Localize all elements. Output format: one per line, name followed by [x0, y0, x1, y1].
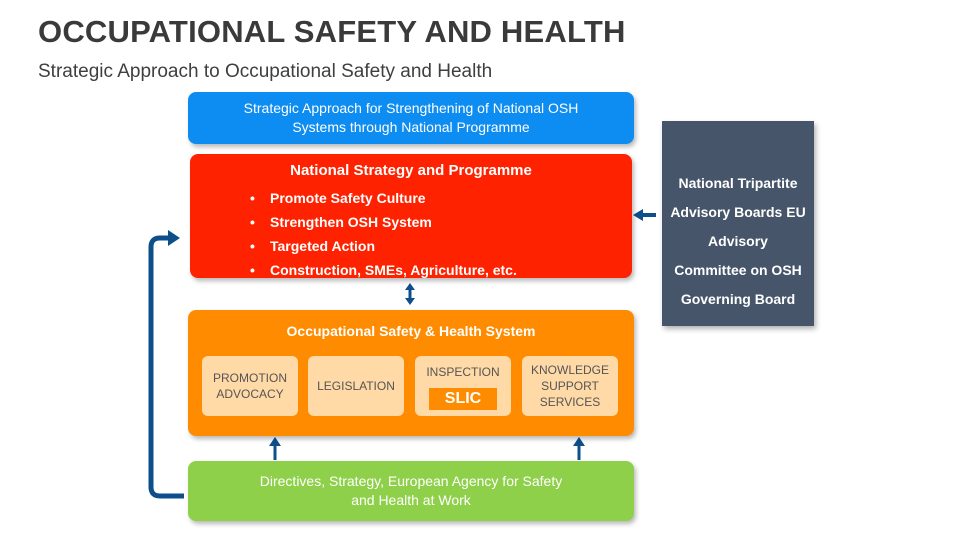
component-label: LEGISLATION [317, 379, 395, 393]
knowledge-support-box [522, 356, 618, 416]
inspection-box [415, 356, 511, 416]
list-item: • Promote Safety Culture [250, 186, 517, 210]
list-item: • Strengthen OSH System [250, 210, 517, 234]
component-label: INSPECTION [426, 365, 500, 379]
page-title: OCCUPATIONAL SAFETY AND HEALTH [38, 14, 626, 49]
advisory-line: National Tripartite [678, 175, 798, 191]
list-item: • Targeted Action [250, 234, 517, 258]
component-label: ADVOCACY [216, 387, 284, 401]
national-strategy-heading: National Strategy and Programme [290, 162, 532, 179]
component-label: PROMOTION [213, 371, 287, 385]
advisory-line: Governing Board [680, 291, 796, 307]
advisory-line: Committee on OSH [674, 262, 802, 278]
feedback-loop-arrowhead [168, 230, 180, 246]
slic-tag: SLIC [429, 388, 497, 410]
list-item: • Construction, SMEs, Agriculture, etc. [250, 258, 517, 282]
feedback-loop-arrow [151, 238, 184, 496]
promotion-advocacy-box [202, 356, 298, 416]
advisory-line: Advisory [708, 233, 768, 249]
legislation-box [308, 356, 404, 416]
osh-system-box [188, 310, 634, 436]
page-subtitle: Strategic Approach to Occupational Safety and Health [38, 61, 493, 82]
directives-text: Directives, Strategy, European Agency for Safety and Health at Work [259, 473, 563, 508]
national-strategy-box [190, 154, 632, 278]
side-to-strategy-arrowhead [633, 209, 643, 221]
strategic-approach-text: Strategic Approach for Strengthening of National OSH Systems through National Programme [243, 100, 579, 135]
advisory-bodies-box [662, 121, 814, 326]
component-label: SUPPORT [541, 379, 599, 393]
directives-box [188, 461, 634, 521]
national-strategy-list [250, 186, 517, 282]
osh-system-heading: Occupational Safety & Health System [286, 323, 536, 339]
strategic-approach-box [188, 92, 634, 144]
component-label: KNOWLEDGE [530, 363, 609, 377]
advisory-line: Advisory Boards EU [670, 204, 806, 220]
component-label: SERVICES [539, 395, 601, 409]
